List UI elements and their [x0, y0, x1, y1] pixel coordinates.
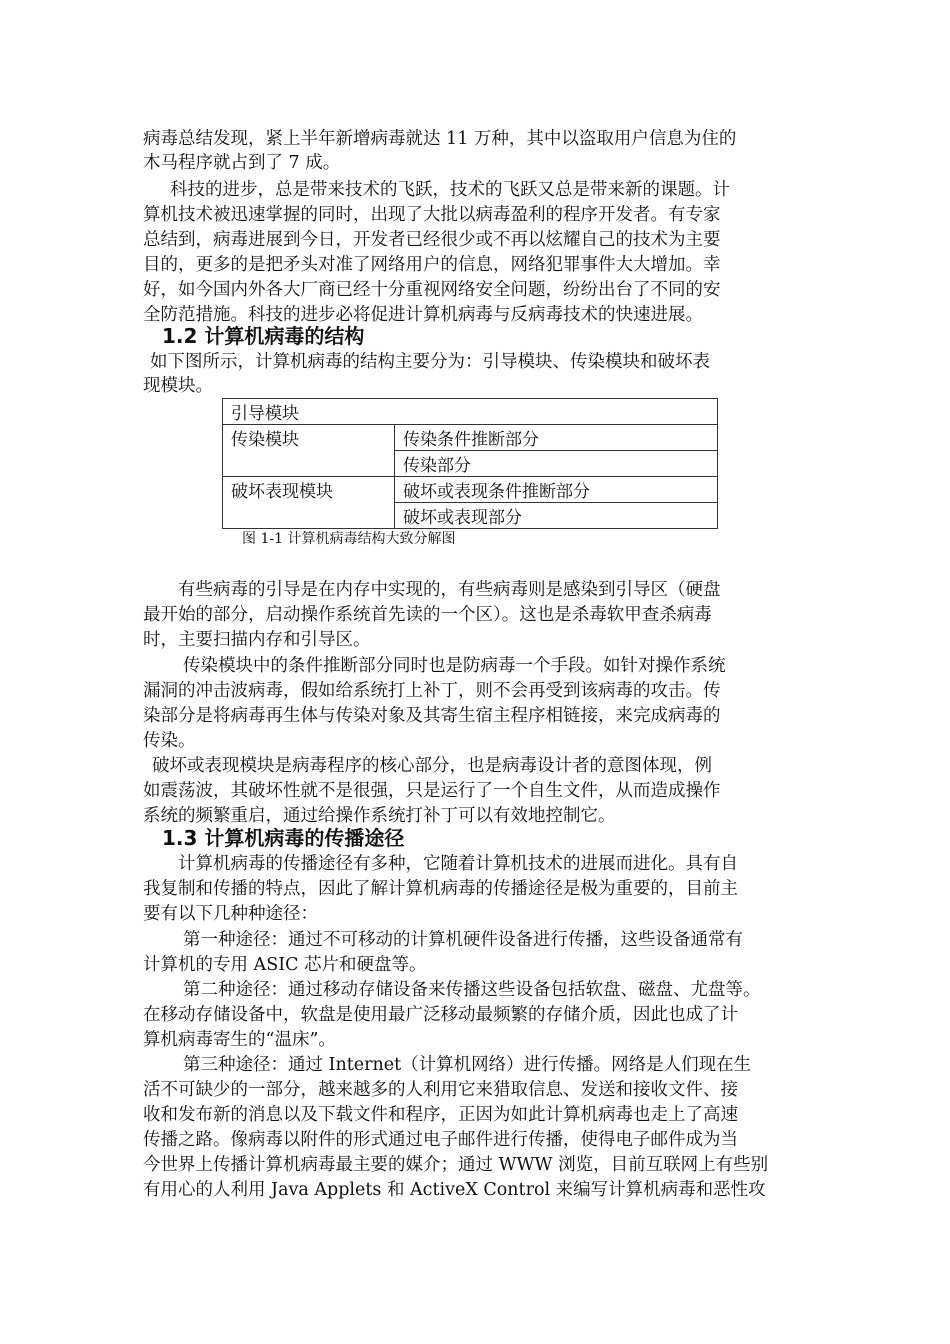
text-line: 总结到，病毒进展到今日，开发者已经很少或不再以炫耀自己的技术为主要: [143, 230, 721, 250]
text-line: 有用心的人利用 Java Applets 和 ActiveX Control 来编写计算机病毒和恶性攻: [143, 1180, 766, 1200]
text-line: 目的，更多的是把矛头对准了网络用户的信息，网络犯罪事件大大增加。幸: [143, 255, 721, 275]
virus-structure-table: [222, 398, 718, 529]
text-line: 破坏或表现模块是病毒程序的核心部分，也是病毒设计者的意图体现，例: [152, 756, 712, 776]
text-line: 活不可缺少的一部分，越来越多的人利用它来猎取信息、发送和接收文件、接: [143, 1080, 738, 1100]
text-line: 算机病毒寄生的“温床”。: [143, 1030, 336, 1050]
text-line: 染部分是将病毒再生体与传染对象及其寄生宿主程序相链接，来完成病毒的: [143, 706, 721, 726]
text-line: 漏洞的冲击波病毒，假如给系统打上补丁，则不会再受到该病毒的攻击。传: [143, 681, 721, 701]
text-line: 最开始的部分，启动操作系统首先读的一个区）。这也是杀毒软甲查杀病毒: [143, 605, 712, 625]
text-line: 现模块。: [143, 376, 213, 396]
table-cell: 破坏或表现条件推断部分: [395, 477, 718, 503]
table-row: [223, 425, 718, 451]
text-line: 全防范措施。科技的进步必将促进计算机病毒与反病毒技术的快速进展。: [143, 305, 703, 325]
text-line: 计算机的专用 ASIC 芯片和硬盘等。: [143, 955, 427, 975]
text-line: 病毒总结发现，紧上半年新增病毒就达 11 万种，其中以盗取用户信息为住的: [143, 129, 737, 149]
text-line: 要有以下几种种途径：: [143, 904, 318, 924]
table-cell: 传染模块: [223, 425, 395, 477]
text-line: 今世界上传播计算机病毒最主要的媒介；通过 WWW 浏览，目前互联网上有些别: [143, 1155, 769, 1175]
text-line: 收和发布新的消息以及下载文件和程序，正因为如此计算机病毒也走上了高速: [143, 1105, 738, 1125]
table-cell: 破坏表现模块: [223, 477, 395, 529]
section-heading: 1.2 计算机病毒的结构: [162, 324, 365, 348]
text-line: 传染。: [143, 731, 196, 751]
text-line: 系统的频繁重启，通过给操作系统打补丁可以有效地控制它。: [143, 806, 616, 826]
text-line: 传播之路。像病毒以附件的形式通过电子邮件进行传播，使得电子邮件成为当: [143, 1130, 738, 1150]
text-line: 我复制和传播的特点，因此了解计算机病毒的传播途径是极为重要的，目前主: [143, 879, 738, 899]
text-line: 有些病毒的引导是在内存中实现的，有些病毒则是感染到引导区（硬盘: [178, 580, 721, 600]
text-line: 第三种途径：通过 Internet（计算机网络）进行传播。网络是人们现在生: [183, 1055, 752, 1075]
text-line: 好，如今国内外各大厂商已经十分重视网络安全问题，纷纷出台了不同的安: [143, 280, 721, 300]
table-row: [223, 399, 718, 425]
text-line: 科技的进步，总是带来技术的飞跃，技术的飞跃又总是带来新的课题。计: [170, 180, 730, 200]
section-heading: 1.3 计算机病毒的传播途径: [162, 826, 405, 850]
text-line: 第二种途径：通过移动存储设备来传播这些设备包括软盘、磁盘、尤盘等。: [183, 980, 761, 1000]
text-line: 木马程序就占到了 7 成。: [143, 153, 341, 173]
table-cell: 破坏或表现部分: [395, 503, 718, 529]
text-line: 时，主要扫描内存和引导区。: [143, 630, 371, 650]
table-cell: 传染部分: [395, 451, 718, 477]
table-row: [223, 477, 718, 503]
text-line: 如下图所示，计算机病毒的结构主要分为：引导模块、传染模块和破坏表: [150, 352, 710, 372]
text-line: 如震荡波，其破坏性就不是很强，只是运行了一个自生文件，从而造成操作: [143, 781, 721, 801]
text-line: 传染模块中的条件推断部分同时也是防病毒一个手段。如针对操作系统: [183, 656, 726, 676]
figure-caption: 图 1-1 计算机病毒结构大致分解图: [242, 531, 456, 547]
text-line: 第一种途径：通过不可移动的计算机硬件设备进行传播，这些设备通常有: [183, 930, 743, 950]
table-cell: 引导模块: [223, 399, 718, 425]
table-cell: 传染条件推断部分: [395, 425, 718, 451]
text-line: 计算机病毒的传播途径有多种，它随着计算机技术的进展而进化。具有自: [178, 854, 738, 874]
text-line: 在移动存储设备中，软盘是使用最广泛移动最频繁的存储介质，因此也成了计: [143, 1005, 738, 1025]
text-line: 算机技术被迅速掌握的同时，出现了大批以病毒盈利的程序开发者。有专家: [143, 205, 721, 225]
